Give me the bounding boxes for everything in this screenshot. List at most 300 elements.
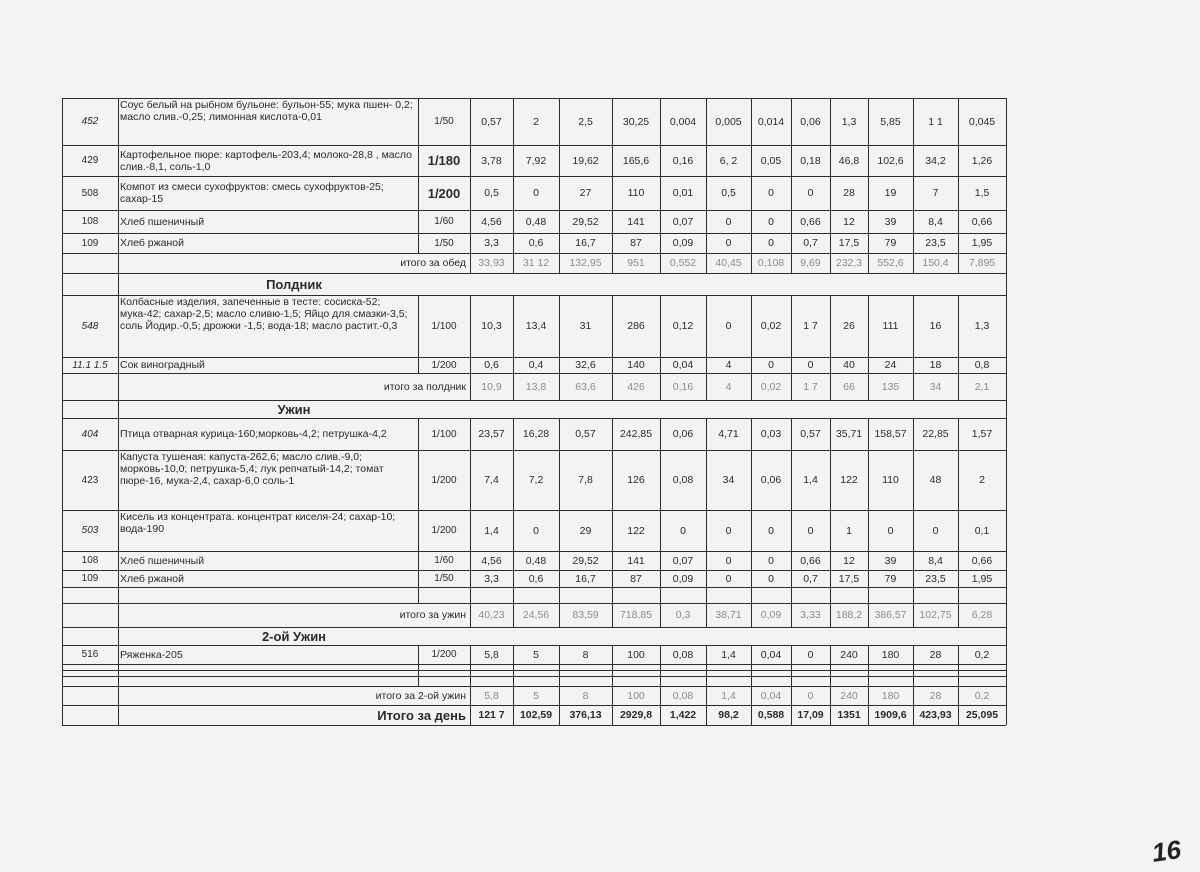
column-border: [660, 705, 661, 725]
nutrient-value: 552,6: [877, 257, 904, 269]
column-border: [660, 551, 661, 570]
nutrient-value: 1,5: [974, 187, 990, 199]
column-border: [118, 510, 119, 551]
column-border: [830, 705, 831, 725]
column-border: [791, 210, 792, 233]
column-border: [612, 450, 613, 510]
nutrient-value: 0,5: [484, 187, 499, 199]
column-border: [958, 510, 959, 551]
column-border: [118, 253, 119, 273]
nutrient-value: 0: [768, 187, 774, 199]
column-border: [1006, 418, 1007, 450]
column-border: [470, 510, 471, 551]
column-border: [559, 295, 560, 357]
column-border: [1006, 603, 1007, 627]
nutrient-value: 29,52: [572, 554, 599, 567]
nutrient-value: 0,08: [672, 474, 694, 486]
nutrient-value: 0: [680, 524, 686, 537]
column-border: [868, 357, 869, 373]
nutrient-value: 33,93: [478, 257, 505, 269]
column-border: [660, 98, 661, 145]
nutrient-value: 132,95: [569, 257, 602, 269]
nutrient-value: 1,422: [669, 709, 697, 721]
nutrient-value: 0,2: [974, 648, 990, 661]
nutrient-value: 8: [582, 689, 589, 702]
total-label: итого за 2-ой ужин: [375, 689, 466, 702]
dish-name-text: Компот из смеси сухофруктов: смесь сухофруктов-25; сахар-15: [120, 181, 384, 205]
nutrient-value: 140: [627, 359, 645, 371]
column-border: [612, 551, 613, 570]
nutrient-value: 0,06: [672, 428, 694, 440]
column-border: [868, 233, 869, 253]
column-border: [612, 233, 613, 253]
nutrient-value: 2: [979, 474, 985, 486]
nutrient-value: 1,57: [971, 428, 993, 440]
nutrient-value: 9,69: [800, 257, 821, 269]
nutrient-value: 40,23: [478, 609, 505, 621]
column-border: [830, 253, 831, 273]
column-border: [830, 450, 831, 510]
dish-name-text: Сок виноградный: [120, 359, 205, 371]
column-border: [830, 145, 831, 176]
nutrient-value: 35,71: [835, 428, 863, 440]
column-border: [559, 603, 560, 627]
column-border: [62, 510, 63, 551]
dish-name-text: [120, 99, 416, 123]
column-border: [62, 645, 63, 664]
column-border: [513, 664, 514, 686]
column-border: [470, 418, 471, 450]
nutrient-value: 3,3: [484, 572, 499, 585]
portion: 1/50: [434, 573, 454, 584]
nutrient-value: 27: [579, 187, 592, 199]
nutrient-value: 0,6: [484, 359, 499, 371]
section-heading: Ужин: [277, 401, 311, 417]
nutrient-value: 79: [884, 237, 897, 249]
column-border: [751, 587, 752, 603]
column-border: [559, 210, 560, 233]
column-border: [418, 450, 419, 510]
column-border: [470, 551, 471, 570]
nutrient-value: 423,93: [919, 709, 952, 721]
nutrient-value: 6, 2: [719, 154, 738, 167]
column-border: [513, 373, 514, 400]
nutrient-value: 1,95: [971, 237, 993, 249]
column-border: [62, 295, 63, 357]
column-border: [612, 357, 613, 373]
nutrient-value: 0,06: [760, 474, 782, 486]
column-border: [513, 587, 514, 603]
nutrient-value: 126: [627, 474, 645, 486]
column-border: [660, 450, 661, 510]
column-border: [1006, 176, 1007, 210]
nutrient-value: 0,09: [760, 609, 782, 621]
total-label: итого за ужин: [399, 609, 466, 621]
column-border: [1006, 587, 1007, 603]
nutrient-value: 66: [843, 380, 855, 393]
column-border: [513, 551, 514, 570]
column-border: [470, 664, 471, 686]
column-border: [913, 510, 914, 551]
column-border: [559, 587, 560, 603]
column-border: [706, 686, 707, 705]
column-border: [868, 645, 869, 664]
column-border: [706, 295, 707, 357]
row-border: [62, 725, 1006, 726]
column-border: [1006, 400, 1007, 418]
dish-name: [118, 210, 418, 233]
nutrient-value: 1,3: [841, 115, 857, 128]
column-border: [868, 510, 869, 551]
nutrient-value: 1,3: [974, 320, 990, 332]
column-border: [830, 233, 831, 253]
column-border: [830, 570, 831, 587]
column-border: [751, 705, 752, 725]
column-border: [868, 603, 869, 627]
nutrient-value: 2929,8: [619, 709, 653, 721]
column-border: [706, 253, 707, 273]
nutrient-value: 0,08: [672, 648, 694, 661]
nutrient-value: 0,5: [721, 187, 736, 199]
column-border: [868, 551, 869, 570]
column-border: [660, 603, 661, 627]
nutrient-value: 39: [884, 554, 897, 567]
column-border: [868, 664, 869, 686]
column-border: [513, 233, 514, 253]
column-border: [958, 233, 959, 253]
column-border: [1006, 357, 1007, 373]
nutrient-value: 286: [627, 320, 645, 332]
nutrient-value: 0: [725, 572, 732, 585]
nutrient-value: 0,66: [800, 554, 821, 567]
column-border: [751, 145, 752, 176]
column-border: [706, 373, 707, 400]
column-border: [612, 210, 613, 233]
dish-name-text: Хлеб пшеничный: [120, 554, 205, 567]
nutrient-value: 3,33: [800, 609, 821, 621]
column-border: [513, 510, 514, 551]
column-border: [513, 295, 514, 357]
column-border: [660, 253, 661, 273]
nutrient-value: 0,18: [800, 154, 821, 167]
portion: 1/60: [434, 555, 454, 566]
dish-name: [118, 145, 418, 176]
column-border: [751, 551, 752, 570]
nutrient-value: 0,7: [803, 572, 818, 585]
column-border: [62, 418, 63, 450]
column-border: [612, 645, 613, 664]
nutrient-value: 240: [840, 689, 858, 702]
column-border: [913, 373, 914, 400]
column-border: [470, 603, 471, 627]
nutrient-value: 5: [533, 689, 539, 702]
column-border: [418, 176, 419, 210]
column-border: [958, 686, 959, 705]
column-border: [913, 450, 914, 510]
dish-name: [118, 98, 418, 145]
nutrient-value: 38,71: [715, 609, 742, 621]
column-border: [118, 233, 119, 253]
column-border: [660, 295, 661, 357]
column-border: [559, 233, 560, 253]
dish-name-text: Хлеб ржаной: [120, 572, 184, 585]
column-border: [913, 705, 914, 725]
column-border: [118, 627, 119, 645]
dish-name-text: Колбасные изделия, запеченные в тесте: сосиска-52; мука-42; сахар-2,5; масло сливю-1,5; Яйцо для смазки-3,5; соль Йодир.-0,5; дрожжи -1,5; вода-18; масло растит.-0,3: [120, 296, 408, 332]
nutrient-value: 141: [627, 554, 645, 567]
column-border: [830, 373, 831, 400]
column-border: [791, 145, 792, 176]
nutrient-value: 0: [725, 554, 732, 567]
portion: 1/50: [434, 237, 454, 249]
column-border: [751, 295, 752, 357]
nutrient-value: 0,03: [760, 428, 782, 440]
column-border: [559, 418, 560, 450]
column-border: [791, 295, 792, 357]
column-border: [868, 145, 869, 176]
column-border: [418, 587, 419, 603]
nutrient-value: 0,16: [672, 380, 694, 393]
column-border: [612, 664, 613, 686]
nutrient-value: 0,014: [757, 115, 785, 128]
dish-name: [118, 176, 418, 210]
column-border: [612, 587, 613, 603]
column-border: [913, 145, 914, 176]
column-border: [660, 645, 661, 664]
column-border: [706, 551, 707, 570]
column-border: [612, 295, 613, 357]
total-label: Итого за день: [377, 707, 466, 723]
column-border: [830, 295, 831, 357]
dish-name: [118, 645, 418, 664]
nutrient-value: 0: [768, 237, 774, 249]
nutrient-value: 111: [882, 320, 899, 332]
nutrient-value: 2,5: [578, 115, 593, 128]
nutrient-value: 158,57: [874, 428, 907, 440]
nutrient-value: 0,1: [974, 524, 990, 537]
nutrient-value: 7,8: [578, 474, 593, 486]
column-border: [118, 570, 119, 587]
column-border: [1006, 295, 1007, 357]
nutrient-value: 5,8: [484, 648, 499, 661]
dish-code: 108: [81, 216, 99, 227]
nutrient-value: 0,66: [800, 215, 821, 228]
nutrient-value: 0,552: [669, 257, 697, 269]
column-border: [559, 176, 560, 210]
column-border: [513, 705, 514, 725]
dish-code: 11.1 1.5: [72, 359, 108, 371]
total-label: итого за полдник: [383, 380, 466, 393]
column-border: [791, 418, 792, 450]
column-border: [1006, 705, 1007, 725]
column-border: [868, 418, 869, 450]
column-border: [751, 210, 752, 233]
nutrient-value: 30,25: [622, 115, 650, 128]
dish-name: [118, 295, 418, 357]
nutrient-value: 16,7: [575, 572, 596, 585]
nutrient-value: 19: [884, 187, 897, 199]
column-border: [1006, 233, 1007, 253]
nutrient-value: 180: [881, 689, 900, 702]
column-border: [751, 253, 752, 273]
column-border: [913, 233, 914, 253]
row-border: [62, 627, 1006, 628]
portion: 1/200: [431, 359, 457, 371]
column-border: [418, 570, 419, 587]
column-border: [118, 145, 119, 176]
nutrient-value: 0,6: [528, 572, 544, 585]
nutrient-value: 110: [627, 187, 645, 199]
column-border: [62, 253, 63, 273]
nutrient-value: 28: [843, 187, 855, 199]
nutrient-value: 25,095: [965, 709, 999, 721]
column-border: [913, 570, 914, 587]
nutrient-value: 4,56: [481, 554, 502, 567]
column-border: [1006, 145, 1007, 176]
column-border: [751, 510, 752, 551]
dish-name: [118, 357, 418, 373]
column-border: [1006, 570, 1007, 587]
column-border: [1006, 510, 1007, 551]
nutrient-value: 24,56: [522, 609, 550, 621]
column-border: [913, 295, 914, 357]
section-heading: 2-ой Ужин: [261, 628, 327, 644]
nutrient-value: 2: [533, 115, 539, 128]
column-border: [612, 570, 613, 587]
nutrient-value: 4: [725, 380, 732, 393]
column-border: [470, 295, 471, 357]
column-border: [791, 705, 792, 725]
column-border: [830, 664, 831, 686]
nutrient-value: 0,04: [672, 359, 694, 371]
nutrient-value: 951: [627, 257, 645, 269]
column-border: [559, 510, 560, 551]
portion: 1/60: [434, 216, 454, 227]
column-border: [513, 253, 514, 273]
column-border: [62, 357, 63, 373]
column-border: [62, 98, 63, 145]
column-border: [913, 98, 914, 145]
column-border: [559, 373, 560, 400]
column-border: [791, 570, 792, 587]
dish-code: 109: [81, 237, 99, 249]
nutrient-value: 16,28: [522, 428, 550, 440]
nutrient-value: 0,588: [757, 709, 785, 721]
column-border: [958, 373, 959, 400]
column-border: [868, 570, 869, 587]
column-border: [1006, 664, 1007, 686]
nutrient-value: 1 7: [803, 380, 818, 393]
column-border: [660, 418, 661, 450]
column-border: [118, 587, 119, 603]
column-border: [706, 176, 707, 210]
column-border: [751, 418, 752, 450]
nutrient-value: 0: [807, 689, 814, 702]
nutrient-value: 29: [579, 524, 592, 537]
nutrient-value: 0,66: [971, 554, 993, 567]
nutrient-value: 7,4: [484, 474, 499, 486]
dish-name-text: Капуста тушеная: капуста-262,6; масло слив.-9,0; морковь-10,0; петрушка-5,4; лук репчатый-14,2; томат пюре-16, мука-2,4, сахар-6,0 соль-1: [120, 451, 384, 487]
column-border: [62, 551, 63, 570]
column-border: [612, 418, 613, 450]
column-border: [418, 210, 419, 233]
nutrient-value: 0: [807, 524, 814, 537]
nutrient-value: 0: [887, 524, 894, 537]
nutrient-value: 0,04: [760, 689, 782, 702]
column-border: [470, 357, 471, 373]
nutrient-value: 16: [929, 320, 942, 332]
nutrient-value: 165,6: [622, 154, 650, 167]
column-border: [513, 210, 514, 233]
dish-code: 404: [81, 428, 99, 440]
column-border: [118, 357, 119, 373]
column-border: [513, 570, 514, 587]
column-border: [706, 510, 707, 551]
column-border: [791, 233, 792, 253]
column-border: [418, 295, 419, 357]
column-border: [791, 373, 792, 400]
nutrient-value: 5,8: [484, 689, 499, 702]
nutrient-value: 39: [884, 215, 897, 228]
nutrient-value: 102,59: [519, 709, 553, 721]
nutrient-value: 63,6: [575, 380, 596, 393]
column-border: [791, 450, 792, 510]
nutrient-value: 232,3: [835, 257, 863, 269]
column-border: [868, 295, 869, 357]
column-border: [62, 176, 63, 210]
nutrient-value: 23,5: [925, 237, 946, 249]
column-border: [1006, 373, 1007, 400]
nutrient-value: 188,2: [835, 609, 863, 621]
nutrient-value: 0,02: [760, 380, 782, 393]
nutrient-value: 0,4: [528, 359, 544, 371]
column-border: [612, 98, 613, 145]
column-border: [513, 176, 514, 210]
nutrient-value: 0,16: [672, 154, 694, 167]
nutrient-value: 32,6: [575, 359, 596, 371]
nutrient-value: 0,6: [528, 237, 544, 249]
nutrient-value: 7,92: [525, 154, 547, 167]
column-border: [958, 450, 959, 510]
nutrient-value: 1: [846, 524, 852, 537]
column-border: [62, 705, 63, 725]
column-border: [830, 603, 831, 627]
nutrient-value: 12: [843, 215, 855, 228]
column-border: [868, 176, 869, 210]
nutrient-value: 1,26: [971, 154, 993, 167]
nutrient-value: 17,09: [797, 709, 824, 721]
column-border: [62, 273, 63, 295]
column-border: [913, 587, 914, 603]
column-border: [958, 145, 959, 176]
nutrient-value: 0,48: [525, 554, 547, 567]
nutrient-value: 0,57: [800, 428, 821, 440]
column-border: [706, 705, 707, 725]
nutrient-value: 0,08: [672, 689, 694, 702]
nutrient-value: 0,09: [672, 572, 694, 585]
column-border: [868, 705, 869, 725]
nutrient-value: 0,12: [672, 320, 694, 332]
column-border: [830, 510, 831, 551]
column-border: [791, 587, 792, 603]
nutrient-value: 141: [627, 215, 645, 228]
nutrient-value: 0,66: [971, 215, 993, 228]
row-border: [62, 587, 1006, 588]
column-border: [559, 645, 560, 664]
column-border: [470, 253, 471, 273]
dish-name: [118, 570, 418, 587]
column-border: [791, 176, 792, 210]
